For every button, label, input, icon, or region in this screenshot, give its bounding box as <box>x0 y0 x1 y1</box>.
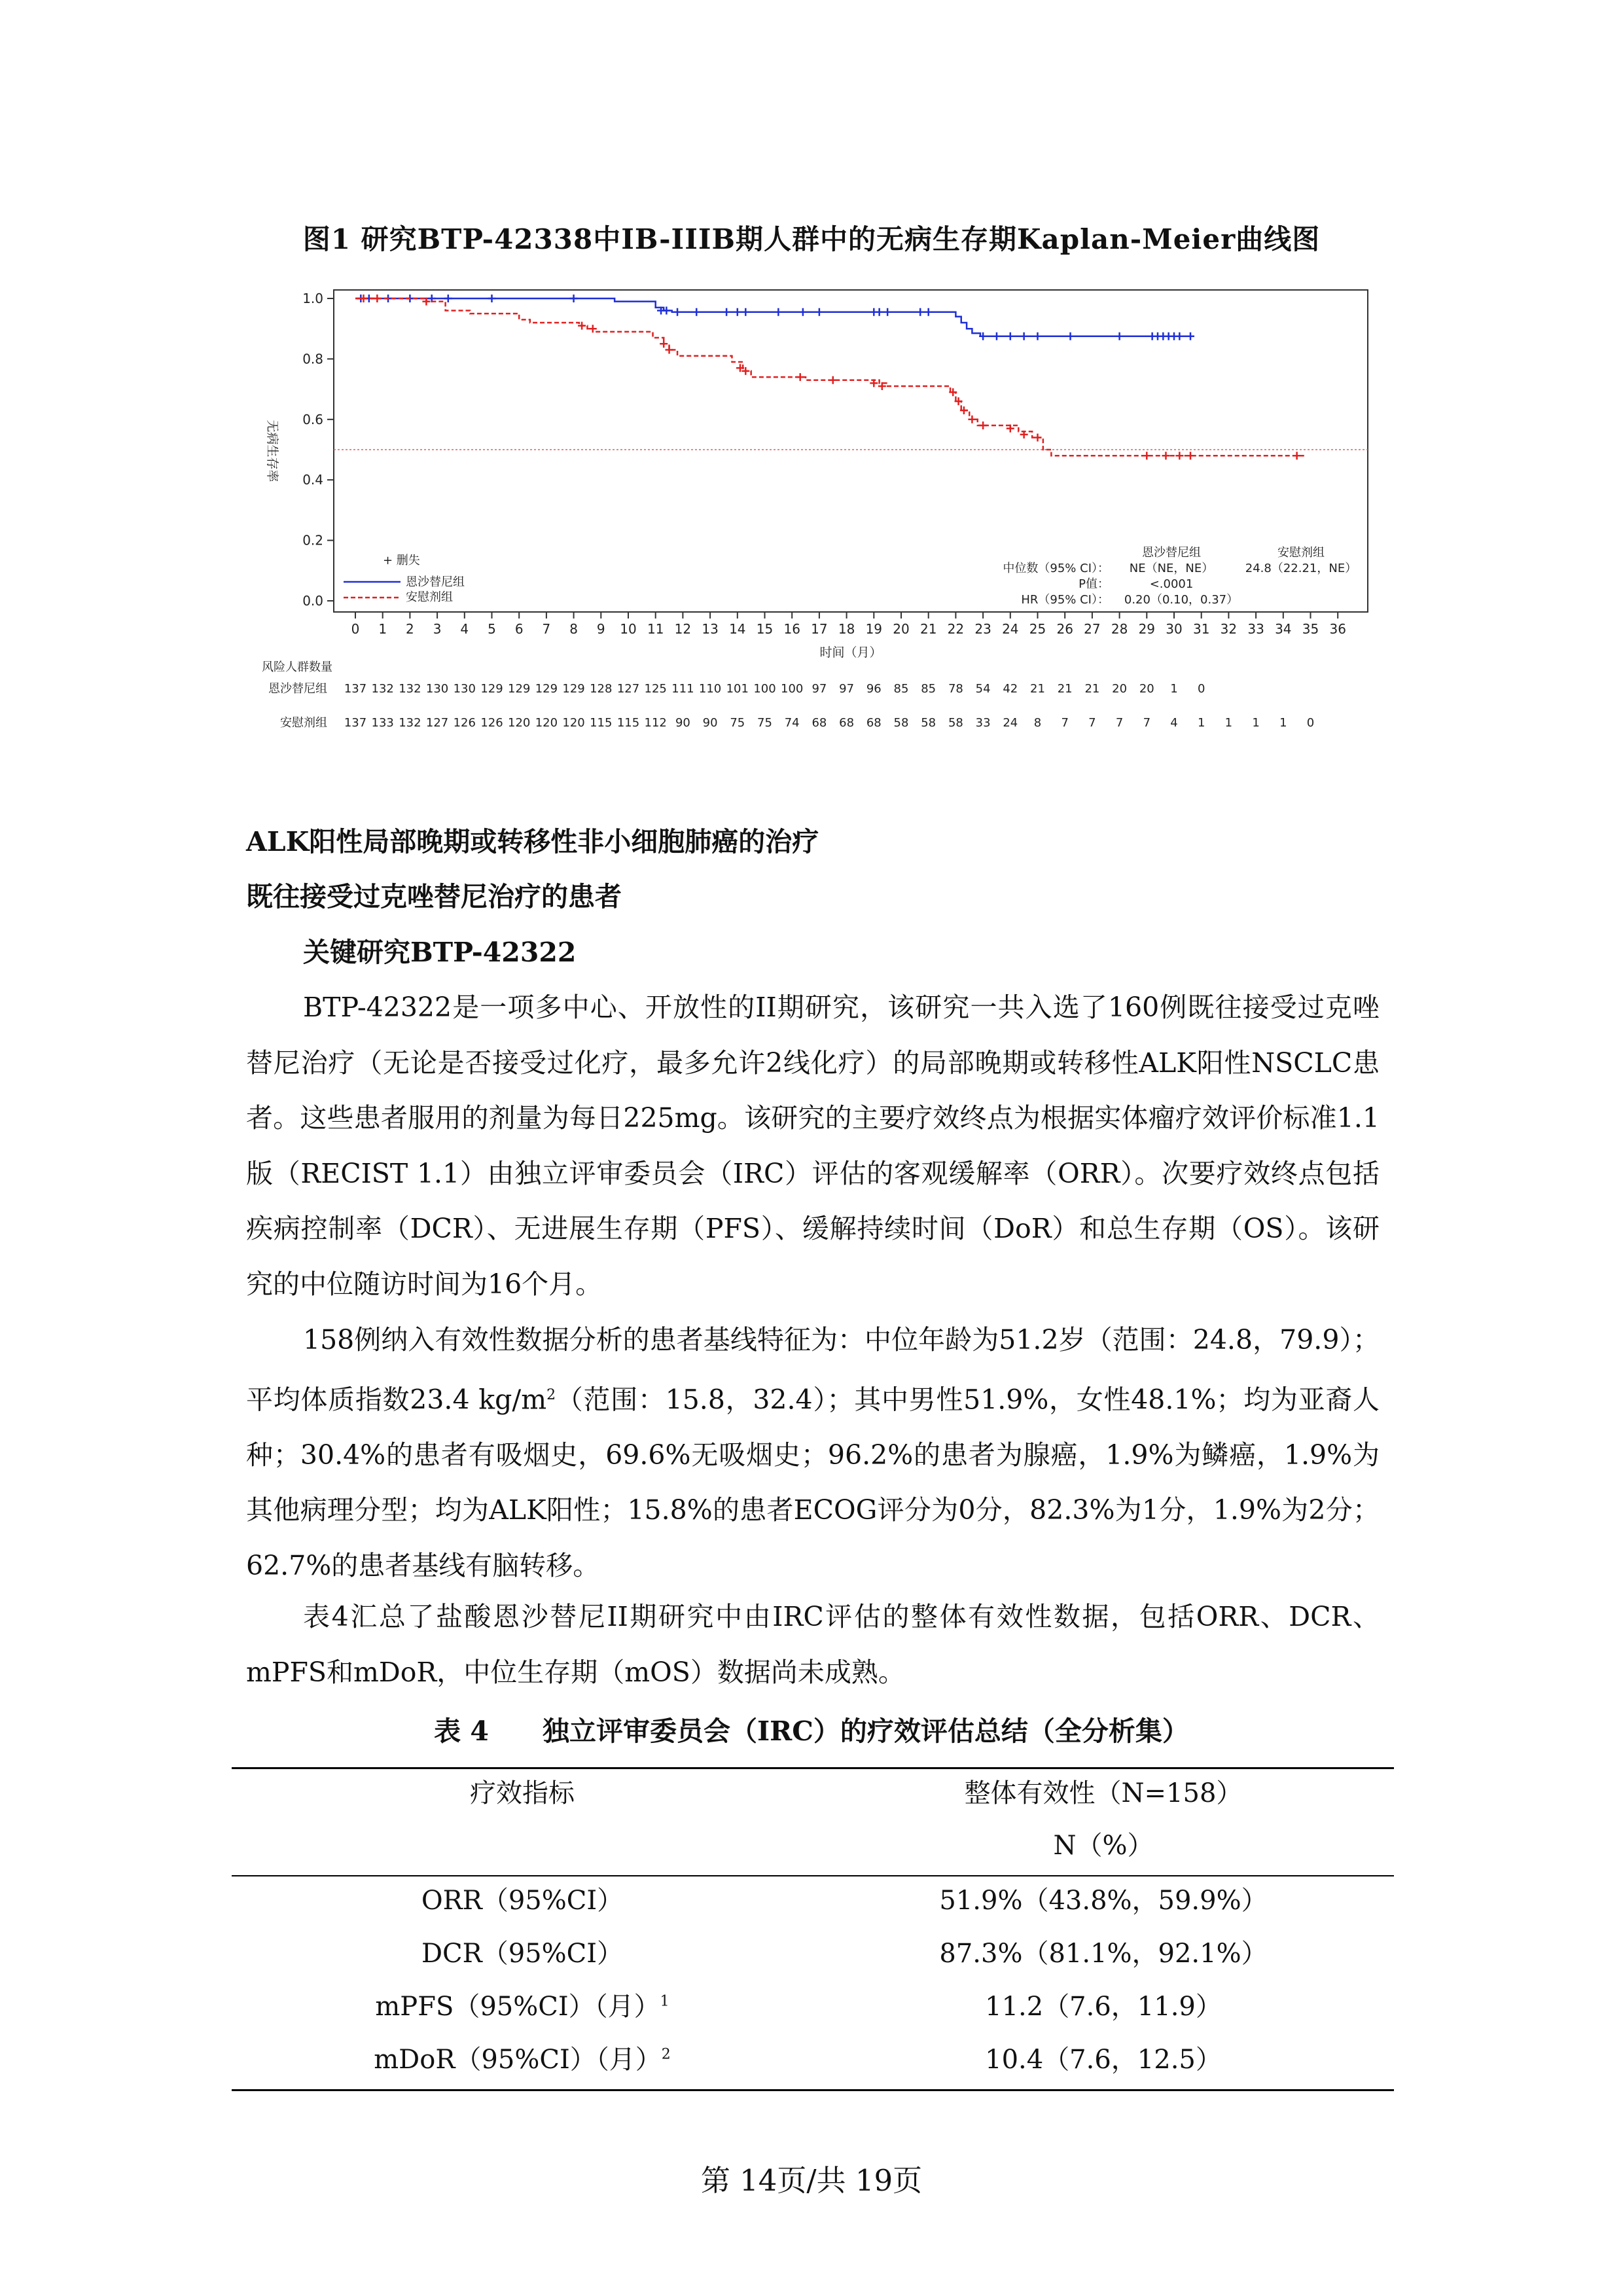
risk-count: 128 <box>590 682 613 696</box>
table-top-rule <box>232 1767 1394 1769</box>
x-tick-label: 34 <box>1275 621 1292 637</box>
stats-p-value: <.0001 <box>1149 577 1194 591</box>
censor-mark <box>968 416 976 423</box>
risk-count: 137 <box>344 716 367 730</box>
stats-label-median: 中位数（95% CI）： <box>1003 562 1109 575</box>
paragraph-baseline <box>246 1312 1380 1593</box>
risk-count: 20 <box>1112 682 1128 696</box>
risk-count: 97 <box>839 682 855 696</box>
table-header-metric: 疗效指标 <box>470 1778 575 1808</box>
risk-count: 132 <box>399 716 421 730</box>
km-legend <box>344 546 1357 607</box>
risk-count: 96 <box>866 682 882 696</box>
x-tick-label: 28 <box>1111 621 1128 637</box>
risk-count: 1 <box>1170 682 1178 696</box>
x-tick-label: 8 <box>569 621 578 637</box>
risk-row-label: 安慰剂组 <box>280 716 327 730</box>
y-tick-label: 0.4 <box>302 472 323 488</box>
x-tick-label: 35 <box>1302 621 1319 637</box>
censor-mark <box>870 379 878 387</box>
table-row-value: 11.2（7.6，11.9） <box>985 1992 1222 2022</box>
x-tick-label: 19 <box>865 621 883 637</box>
legend-label-placebo: 安慰剂组 <box>406 590 453 604</box>
risk-count: 129 <box>508 682 531 696</box>
x-tick-label: 30 <box>1166 621 1183 637</box>
risk-count: 58 <box>948 716 963 730</box>
paragraph-summary: 表4汇总了盐酸恩沙替尼II期研究中由IRC评估的整体有效性数据，包括ORR、DCR、mPFS和mDoR，中位生存期（mOS）数据尚未成熟。 <box>246 1601 1380 1688</box>
x-tick-label: 26 <box>1056 621 1073 637</box>
censor-mark <box>570 295 578 302</box>
risk-count: 132 <box>399 682 421 696</box>
figure-title: 图1 研究BTP-42338中IB-IIIB期人群中的无病生存期Kaplan-Meier曲线图 <box>302 223 1321 255</box>
x-tick-label: 17 <box>811 621 828 637</box>
stats-header-placebo: 安慰剂组 <box>1277 546 1325 560</box>
risk-count: 74 <box>784 716 800 730</box>
risk-count: 129 <box>562 682 585 696</box>
baseline-text-b: （范围：15.8，32.4）；其中男性51.9%，女性48.1%；均为亚裔人种；30.4%的患者有吸烟史，69.6%无吸烟史；96.2%的患者为腺癌，1.9%为鳞癌，1.9%为其他病理分型；均为ALK阳性；15.8%的患者ECOG评分为0分，82.3%为1分，1.9%为2分；62.7%的患者基线有脑转移。 <box>246 1384 1380 1581</box>
censor-mark <box>1293 452 1301 459</box>
risk-count: 127 <box>425 716 449 730</box>
y-tick-label: 0.2 <box>302 532 323 548</box>
km-risk-table <box>262 660 1314 730</box>
censor-mark <box>660 340 668 348</box>
risk-count: 133 <box>371 716 394 730</box>
risk-count: 4 <box>1170 716 1178 730</box>
risk-count: 130 <box>453 682 476 696</box>
risk-count: 20 <box>1139 682 1154 696</box>
risk-count: 33 <box>975 716 991 730</box>
censor-mark <box>1162 452 1169 459</box>
table-row-metric: mDoR（95%CI）（月）$^2$ <box>374 2045 671 2075</box>
stats-label-hr: HR（95% CI）： <box>1021 593 1109 607</box>
x-tick-label: 22 <box>947 621 965 637</box>
table-row-metric: DCR（95%CI） <box>421 1939 624 1969</box>
censor-mark <box>916 308 924 316</box>
y-tick-label: 0.6 <box>302 411 323 427</box>
table-header-rule <box>232 1875 1394 1876</box>
risk-count: 0 <box>1306 716 1315 730</box>
risk-count: 90 <box>675 716 690 730</box>
x-tick-label: 29 <box>1138 621 1156 637</box>
risk-count: 85 <box>893 682 909 696</box>
table-row-value: 51.9%（43.8%，59.9%） <box>939 1886 1268 1916</box>
x-tick-label: 31 <box>1192 621 1210 637</box>
censor-mark <box>1034 434 1042 442</box>
risk-count: 137 <box>344 682 367 696</box>
risk-table-title: 风险人群数量 <box>262 660 332 674</box>
risk-count: 68 <box>866 716 882 730</box>
risk-count: 24 <box>1003 716 1018 730</box>
x-tick-label: 21 <box>919 621 937 637</box>
stats-label-p: P值： <box>1079 577 1109 591</box>
x-tick-label: 15 <box>756 621 774 637</box>
section-heading-study: 关键研究BTP-42322 <box>303 937 577 968</box>
x-tick-label: 25 <box>1029 621 1046 637</box>
censor-mark <box>1175 452 1183 459</box>
stats-header-ensartinib: 恩沙替尼组 <box>1142 546 1201 560</box>
risk-row-label: 恩沙替尼组 <box>268 682 327 696</box>
x-tick-label: 0 <box>351 621 360 637</box>
risk-count: 120 <box>535 716 558 730</box>
risk-count: 101 <box>726 682 749 696</box>
superscript: 2 <box>546 1386 556 1403</box>
censor-mark <box>1020 431 1028 439</box>
section-heading-alk: ALK阳性局部晚期或转移性非小细胞肺癌的治疗 <box>246 826 819 857</box>
risk-count: 7 <box>1088 716 1096 730</box>
censor-mark <box>673 308 681 316</box>
censor-mark <box>589 325 597 332</box>
x-tick-label: 24 <box>1002 621 1019 637</box>
risk-count: 75 <box>730 716 745 730</box>
x-tick-label: 1 <box>378 621 387 637</box>
censor-mark <box>1186 332 1194 340</box>
risk-count: 58 <box>893 716 909 730</box>
table-row-value: 87.3%（81.1%，92.1%） <box>939 1939 1268 1969</box>
risk-count: 21 <box>1057 682 1073 696</box>
risk-count: 129 <box>535 682 558 696</box>
x-tick-label: 16 <box>783 621 800 637</box>
risk-count: 58 <box>921 716 936 730</box>
x-tick-label: 9 <box>596 621 605 637</box>
risk-count: 126 <box>453 716 476 730</box>
stats-median-ensartinib: NE（NE，NE） <box>1129 562 1214 575</box>
risk-count: 125 <box>644 682 667 696</box>
censor-mark <box>1034 332 1042 340</box>
survival-curve-placebo <box>355 298 1305 456</box>
risk-count: 7 <box>1061 716 1069 730</box>
table-header-efficacy: 整体有效性（N=158） <box>964 1778 1243 1808</box>
x-tick-label: 7 <box>542 621 551 637</box>
km-chart <box>0 0 1623 759</box>
x-tick-label: 12 <box>674 621 692 637</box>
table-bottom-rule <box>232 2089 1394 2091</box>
risk-count: 21 <box>1084 682 1100 696</box>
censor-mark <box>829 376 837 384</box>
risk-count: 115 <box>590 716 613 730</box>
x-tick-label: 10 <box>620 621 637 637</box>
paragraph-study-design: BTP-42322是一项多中心、开放性的II期研究，该研究一共入选了160例既往接受过克唑替尼治疗（无论是否接受过化疗，最多允许2线化疗）的局部晚期或转移性ALK阳性NSCLC患者。这些患者服用的剂量为每日225mg。该研究的主要疗效终点为根据实体瘤疗效评价标准1.1版（RECIST 1.1）由独立评审委员会（IRC）评估的客观缓解率（ORR）。次要疗效终点包括疾病控制率（DCR）、无进展生存期（PFS）、缓解持续时间（DoR）和总生存期（OS）。该研究的中位随访时间为16个月。 <box>246 992 1380 1300</box>
risk-count: 54 <box>975 682 991 696</box>
censor-mark <box>796 373 804 381</box>
censor-mark <box>1020 332 1028 340</box>
censor-mark <box>1067 332 1075 340</box>
censor-mark <box>741 308 749 316</box>
censor-mark <box>925 308 933 316</box>
baseline-text-a: 158例纳入有效性数据分析的患者基线特征为：中位年龄为51.2岁（范围：24.8，79.9）；平均体质指数23.4 kg/m <box>246 1324 1380 1416</box>
x-tick-label: 27 <box>1084 621 1101 637</box>
stats-hr: 0.20（0.10，0.37） <box>1124 593 1239 607</box>
censor-mark <box>1007 332 1014 340</box>
risk-count: 100 <box>781 682 804 696</box>
censor-mark <box>734 308 741 316</box>
table-title: 表 4 独立评审委员会（IRC）的疗效评估总结（全分析集） <box>434 1715 1189 1747</box>
censor-mark <box>692 308 700 316</box>
risk-count: 132 <box>371 682 394 696</box>
risk-count: 111 <box>671 682 694 696</box>
x-tick-label: 3 <box>433 621 442 637</box>
risk-count: 68 <box>812 716 827 730</box>
risk-count: 110 <box>698 682 722 696</box>
risk-count: 8 <box>1033 716 1042 730</box>
x-tick-label: 18 <box>838 621 855 637</box>
risk-count: 115 <box>616 716 640 730</box>
x-tick-label: 33 <box>1247 621 1264 637</box>
risk-count: 0 <box>1197 682 1205 696</box>
page-footer: 第 14页/共 19页 <box>700 2163 923 2198</box>
risk-count: 75 <box>757 716 772 730</box>
table-header-unit: N（%） <box>1053 1831 1154 1861</box>
x-tick-label: 23 <box>974 621 991 637</box>
legend-censored: + 删失 <box>383 554 420 567</box>
censor-mark <box>993 332 1001 340</box>
y-tick-label: 0.8 <box>302 351 323 367</box>
risk-count: 1 <box>1252 716 1260 730</box>
risk-count: 85 <box>921 682 936 696</box>
x-axis-label: 时间（月） <box>819 645 882 660</box>
x-tick-label: 4 <box>460 621 469 637</box>
risk-count: 120 <box>562 716 585 730</box>
y-axis-label: 无病生存率 <box>265 420 279 482</box>
censor-mark <box>774 308 782 316</box>
risk-count: 21 <box>1030 682 1045 696</box>
x-tick-label: 6 <box>514 621 524 637</box>
censor-mark <box>815 308 823 316</box>
censor-mark <box>722 308 730 316</box>
risk-count: 129 <box>480 682 503 696</box>
y-tick-label: 1.0 <box>302 291 323 306</box>
censor-mark <box>1186 452 1194 459</box>
risk-count: 112 <box>644 716 667 730</box>
risk-count: 1 <box>1197 716 1205 730</box>
risk-count: 42 <box>1003 682 1018 696</box>
table-row-value: 10.4（7.6，12.5） <box>985 2045 1222 2075</box>
table-row-metric: mPFS（95%CI）（月）$^1$ <box>375 1992 669 2022</box>
x-tick-label: 13 <box>702 621 719 637</box>
censor-mark <box>666 346 673 354</box>
legend-label-ensartinib: 恩沙替尼组 <box>406 575 465 589</box>
risk-count: 1 <box>1224 716 1233 730</box>
censor-mark <box>1175 332 1183 340</box>
x-tick-label: 32 <box>1220 621 1238 637</box>
survival-curve-ensartinib <box>355 298 1193 336</box>
risk-count: 7 <box>1115 716 1124 730</box>
x-tick-label: 11 <box>647 621 664 637</box>
y-tick-label: 0.0 <box>302 593 323 609</box>
risk-count: 78 <box>948 682 963 696</box>
censor-mark <box>876 308 883 316</box>
risk-count: 90 <box>702 716 718 730</box>
x-tick-label: 2 <box>406 621 414 637</box>
censor-mark <box>488 295 496 302</box>
x-tick-label: 20 <box>893 621 910 637</box>
km-series <box>355 295 1305 459</box>
censor-mark <box>1116 332 1124 340</box>
x-tick-label: 14 <box>729 621 746 637</box>
risk-count: 7 <box>1143 716 1151 730</box>
table-row-metric: ORR（95%CI） <box>421 1886 624 1916</box>
risk-count: 127 <box>616 682 640 696</box>
censor-mark <box>883 308 891 316</box>
risk-count: 126 <box>480 716 503 730</box>
censor-mark <box>979 422 987 429</box>
risk-count: 100 <box>753 682 776 696</box>
risk-count: 120 <box>508 716 531 730</box>
censor-mark <box>373 295 381 302</box>
censor-mark <box>799 308 807 316</box>
censor-mark <box>1143 452 1150 459</box>
risk-count: 1 <box>1279 716 1287 730</box>
censor-mark <box>444 295 452 302</box>
risk-count: 97 <box>812 682 827 696</box>
x-tick-label: 36 <box>1329 621 1346 637</box>
risk-count: 130 <box>425 682 449 696</box>
stats-median-placebo: 24.8（22.21，NE） <box>1245 562 1357 575</box>
section-heading-prior-crizotinib: 既往接受过克唑替尼治疗的患者 <box>246 881 622 912</box>
risk-count: 68 <box>839 716 855 730</box>
x-tick-label: 5 <box>488 621 496 637</box>
